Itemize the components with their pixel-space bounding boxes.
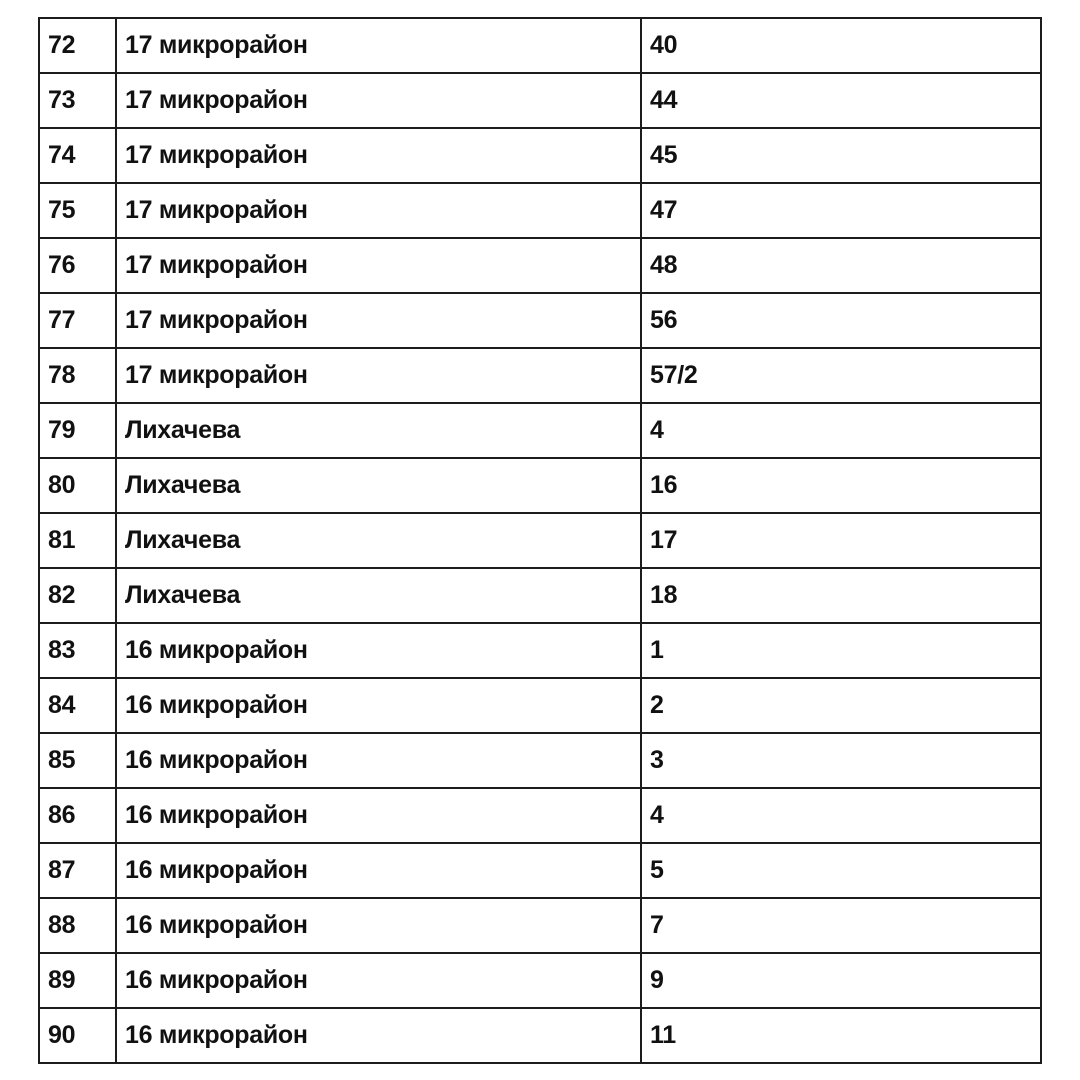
street-cell: Лихачева (116, 458, 641, 513)
table-row (39, 953, 1041, 1008)
row-number-cell: 84 (39, 678, 116, 733)
row-number-cell: 72 (39, 18, 116, 73)
table-row (39, 623, 1041, 678)
table-row (39, 128, 1041, 183)
house-number-cell: 57/2 (641, 348, 1041, 403)
table-row (39, 18, 1041, 73)
house-number-cell: 4 (641, 403, 1041, 458)
house-number-cell: 44 (641, 73, 1041, 128)
row-number-cell: 86 (39, 788, 116, 843)
row-number-cell: 75 (39, 183, 116, 238)
street-cell: 17 микрорайон (116, 128, 641, 183)
table-row (39, 458, 1041, 513)
row-number-cell: 82 (39, 568, 116, 623)
street-cell: 17 микрорайон (116, 73, 641, 128)
street-cell: Лихачева (116, 568, 641, 623)
street-cell: 16 микрорайон (116, 788, 641, 843)
table-row (39, 733, 1041, 788)
house-number-cell: 7 (641, 898, 1041, 953)
street-cell: 17 микрорайон (116, 348, 641, 403)
table-row (39, 403, 1041, 458)
table-row (39, 843, 1041, 898)
street-cell: 16 микрорайон (116, 843, 641, 898)
address-table (38, 17, 1042, 1064)
house-number-cell: 40 (641, 18, 1041, 73)
row-number-cell: 79 (39, 403, 116, 458)
table-row (39, 238, 1041, 293)
row-number-cell: 87 (39, 843, 116, 898)
house-number-cell: 16 (641, 458, 1041, 513)
row-number-cell: 81 (39, 513, 116, 568)
house-number-cell: 3 (641, 733, 1041, 788)
table-row (39, 348, 1041, 403)
house-number-cell: 48 (641, 238, 1041, 293)
row-number-cell: 80 (39, 458, 116, 513)
house-number-cell: 47 (641, 183, 1041, 238)
street-cell: Лихачева (116, 403, 641, 458)
house-number-cell: 11 (641, 1008, 1041, 1063)
row-number-cell: 76 (39, 238, 116, 293)
row-number-cell: 73 (39, 73, 116, 128)
row-number-cell: 90 (39, 1008, 116, 1063)
street-cell: 17 микрорайон (116, 238, 641, 293)
row-number-cell: 89 (39, 953, 116, 1008)
street-cell: 17 микрорайон (116, 183, 641, 238)
house-number-cell: 56 (641, 293, 1041, 348)
house-number-cell: 45 (641, 128, 1041, 183)
street-cell: 16 микрорайон (116, 623, 641, 678)
table-row (39, 73, 1041, 128)
street-cell: 16 микрорайон (116, 1008, 641, 1063)
row-number-cell: 78 (39, 348, 116, 403)
row-number-cell: 88 (39, 898, 116, 953)
house-number-cell: 2 (641, 678, 1041, 733)
house-number-cell: 4 (641, 788, 1041, 843)
table-row (39, 183, 1041, 238)
row-number-cell: 77 (39, 293, 116, 348)
street-cell: 17 микрорайон (116, 293, 641, 348)
street-cell: Лихачева (116, 513, 641, 568)
street-cell: 16 микрорайон (116, 953, 641, 1008)
table-row (39, 293, 1041, 348)
row-number-cell: 85 (39, 733, 116, 788)
house-number-cell: 1 (641, 623, 1041, 678)
table-row (39, 678, 1041, 733)
table-row (39, 788, 1041, 843)
table-row (39, 513, 1041, 568)
street-cell: 16 микрорайон (116, 733, 641, 788)
house-number-cell: 5 (641, 843, 1041, 898)
table-row (39, 1008, 1041, 1063)
address-table-body (39, 18, 1041, 1063)
house-number-cell: 18 (641, 568, 1041, 623)
table-row (39, 898, 1041, 953)
row-number-cell: 83 (39, 623, 116, 678)
table-row (39, 568, 1041, 623)
row-number-cell: 74 (39, 128, 116, 183)
street-cell: 17 микрорайон (116, 18, 641, 73)
street-cell: 16 микрорайон (116, 678, 641, 733)
house-number-cell: 9 (641, 953, 1041, 1008)
street-cell: 16 микрорайон (116, 898, 641, 953)
house-number-cell: 17 (641, 513, 1041, 568)
